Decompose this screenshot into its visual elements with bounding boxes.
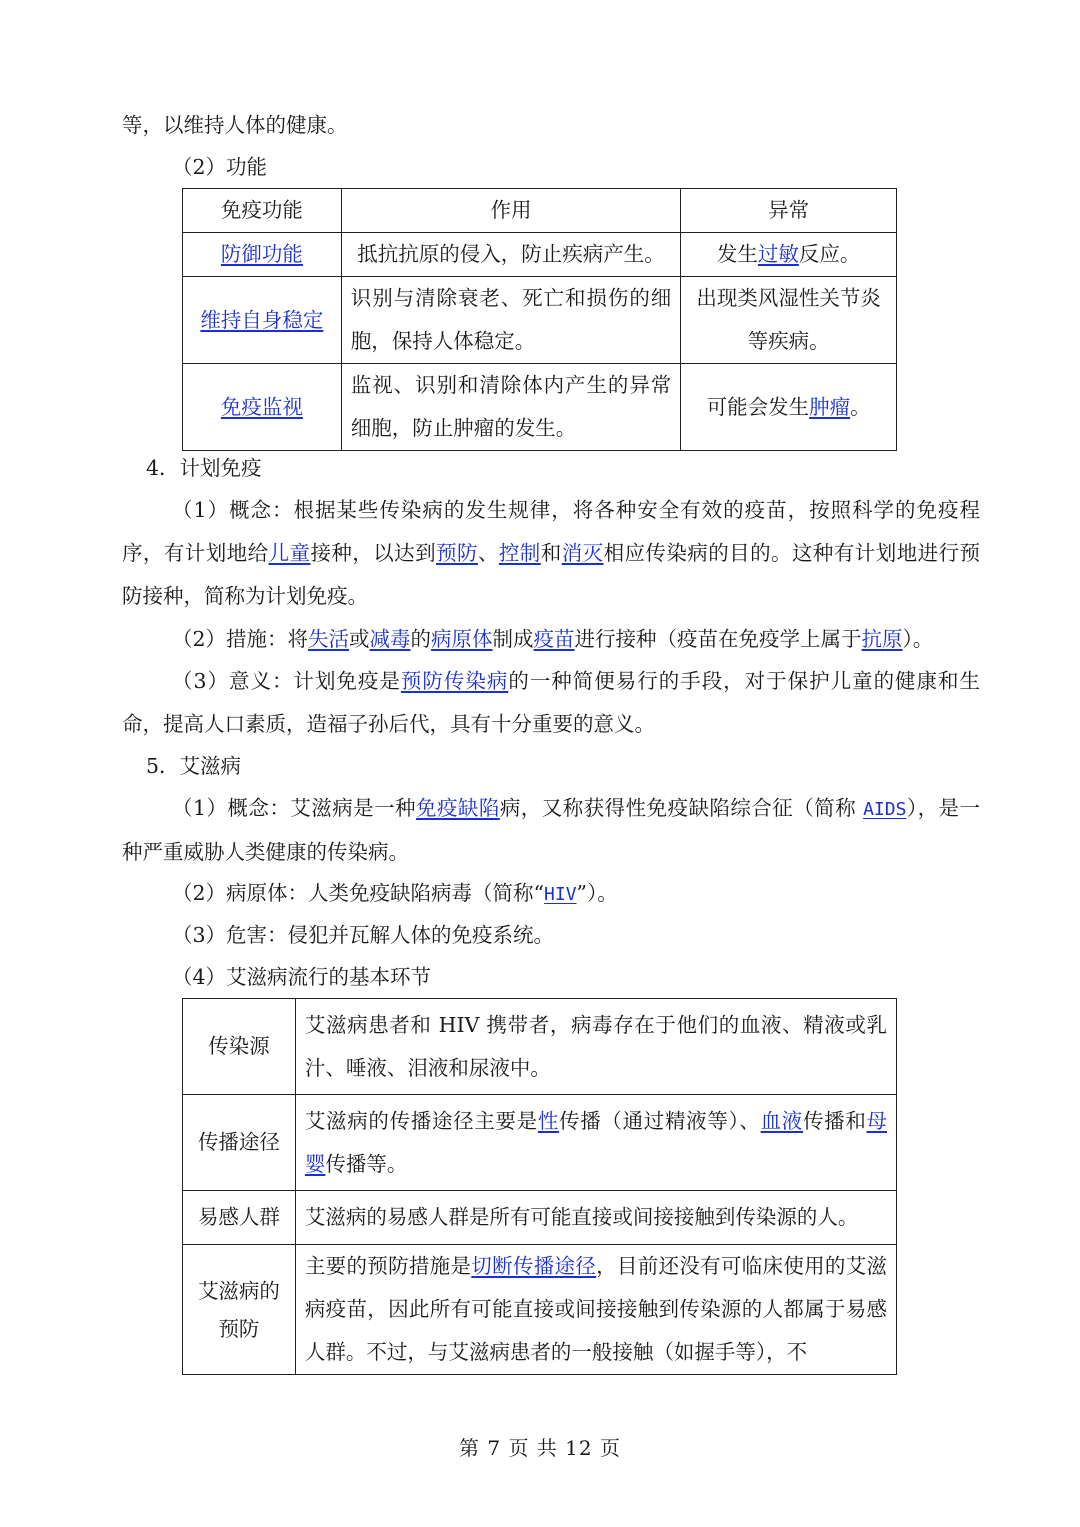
cell-text: 传播等。 (325, 1151, 408, 1176)
plan-immunity-measure (122, 618, 980, 661)
cell-text: 可能会发生 (706, 394, 810, 419)
header-cell: 异常 (681, 189, 897, 233)
cell-text: 。 (850, 394, 871, 419)
row-content-cell: 艾滋病的易感人群是所有可能直接或间接接触到传染源的人。 (295, 1191, 896, 1245)
keyword-link[interactable]: 病原体 (431, 627, 493, 651)
function-name-cell (183, 364, 342, 451)
paragraph-text: （1）概念：根据某些传染病的发生规律，将各种安全有效的疫苗，按照科学的免疫程序，有计划地给 (122, 498, 980, 565)
keyword-link[interactable]: 过敏 (757, 242, 799, 266)
table-row (183, 999, 897, 1095)
keyword-link[interactable]: 切断传播途径 (471, 1254, 597, 1278)
row-content-cell (295, 1245, 896, 1375)
row-label-cell: 易感人群 (183, 1191, 296, 1245)
function-effect-cell: 监视、识别和清除体内产生的异常细胞，防止肿瘤的发生。 (341, 364, 680, 451)
keyword-link[interactable]: 免疫缺陷 (416, 796, 500, 820)
keyword-link[interactable]: AIDS (863, 799, 907, 820)
keyword-link[interactable]: HIV (544, 884, 577, 905)
table-row (183, 233, 897, 277)
paragraph-text: ”）。 (576, 881, 618, 905)
paragraph-text: 或 (349, 627, 370, 651)
plan-immunity-concept (122, 489, 980, 618)
section-4-title: 4．计划免疫 (146, 456, 262, 480)
row-label-cell: 传播途径 (183, 1095, 296, 1191)
keyword-link[interactable]: 母婴 (304, 1108, 888, 1176)
cell-text: 发生 (716, 242, 758, 266)
table-row (183, 1245, 897, 1375)
table-row (183, 277, 897, 364)
paragraph-text: （1）概念：艾滋病是一种 (172, 796, 417, 820)
keyword-link[interactable]: 控制 (498, 541, 541, 565)
keyword-link[interactable]: 预防 (436, 541, 478, 565)
keyword-link[interactable]: 减毒 (369, 627, 411, 651)
paragraph-text: 接种，以达到 (310, 541, 437, 565)
header-cell: 免疫功能 (183, 189, 342, 233)
keyword-link[interactable]: 防御功能 (220, 242, 303, 266)
function-name-cell (183, 233, 342, 277)
cell-text: 主要的预防措施是 (304, 1254, 472, 1278)
table-row (183, 1191, 897, 1245)
aids-links-heading: （4）艾滋病流行的基本环节 (172, 965, 432, 989)
function-abnormal-cell: 出现类风湿性关节炎等疾病。 (681, 277, 897, 364)
function-name-cell (183, 277, 342, 364)
paragraph-text: 、 (477, 541, 499, 565)
keyword-link[interactable]: 性 (537, 1108, 560, 1133)
cell-text: 反应。 (798, 242, 861, 266)
function-effect-cell: 抵抗抗原的侵入，防止疾病产生。 (341, 233, 680, 277)
cell-text: 传播（通过精液等）、 (559, 1108, 761, 1133)
keyword-link[interactable]: 肿瘤 (809, 394, 851, 419)
function-heading: （2）功能 (172, 155, 268, 179)
keyword-link[interactable]: 疫苗 (533, 627, 575, 651)
keyword-link[interactable]: 消灭 (561, 541, 604, 565)
cell-text: 传播和 (803, 1108, 867, 1133)
keyword-link[interactable]: 抗原 (861, 627, 903, 651)
keyword-link[interactable]: 维持自身稳定 (200, 307, 324, 332)
intro-paragraph: 等，以维持人体的健康。 (122, 113, 348, 137)
paragraph-text: 病，又称获得性免疫缺陷综合征（简称 (499, 796, 864, 820)
row-content-cell (295, 1095, 896, 1191)
plan-immunity-meaning (122, 660, 980, 746)
page-footer: 第 7 页 共 12 页 (459, 1436, 621, 1460)
keyword-link[interactable]: 预防传染病 (400, 669, 509, 693)
paragraph-text: ），是一种严重威胁人类健康的传染病。 (122, 796, 981, 864)
keyword-link[interactable]: 失活 (308, 627, 350, 651)
aids-links-table (182, 998, 897, 1375)
row-label-cell: 传染源 (183, 999, 296, 1095)
row-content-cell: 艾滋病患者和 HIV 携带者，病毒存在于他们的血液、精液或乳汁、唾液、泪液和尿液中。 (295, 999, 896, 1095)
table-header-row (183, 189, 897, 233)
aids-pathogen (122, 872, 980, 916)
paragraph-text: 的 (410, 627, 432, 651)
paragraph-text: 进行接种（疫苗在免疫学上属于 (574, 627, 862, 651)
paragraph-text: （2）病原体：人类免疫缺陷病毒（简称“ (172, 881, 545, 905)
paragraph-text: 相应传染病的目的。这种有计划地进行预防接种，简称为计划免疫。 (122, 541, 980, 608)
section-5-title: 5．艾滋病 (146, 754, 242, 778)
keyword-link[interactable]: 血液 (760, 1108, 803, 1133)
table-row (183, 1095, 897, 1191)
cell-text: ，目前还没有可临床使用的艾滋病疫苗，因此所有可能直接或间接接触到传染源的人都属于易感人群。不过，与艾滋病患者的一般接触（如握手等），不 (304, 1254, 888, 1364)
paragraph-text: 和 (540, 541, 562, 565)
immune-function-table (182, 188, 897, 451)
row-label-cell: 艾滋病的预防 (183, 1245, 296, 1375)
aids-concept (122, 787, 980, 874)
function-abnormal-cell (681, 233, 897, 277)
function-abnormal-cell (681, 364, 897, 451)
aids-harm: （3）危害：侵犯并瓦解人体的免疫系统。 (172, 923, 555, 947)
function-effect-cell: 识别与清除衰老、死亡和损伤的细胞，保持人体稳定。 (341, 277, 680, 364)
keyword-link[interactable]: 儿童 (268, 541, 311, 565)
cell-text: 艾滋病的传播途径主要是 (304, 1108, 538, 1133)
header-cell: 作用 (341, 189, 680, 233)
paragraph-text: （2）措施：将 (172, 627, 309, 651)
paragraph-text: 制成 (492, 627, 534, 651)
paragraph-text: 的一种简便易行的手段，对于保护儿童的健康和生命，提高人口素质，造福子孙后代，具有十分重要的意义。 (122, 669, 981, 736)
paragraph-text: ）。 (902, 627, 934, 651)
keyword-link[interactable]: 免疫监视 (220, 394, 303, 419)
table-row (183, 364, 897, 451)
paragraph-text: （3）意义：计划免疫是 (172, 669, 401, 693)
